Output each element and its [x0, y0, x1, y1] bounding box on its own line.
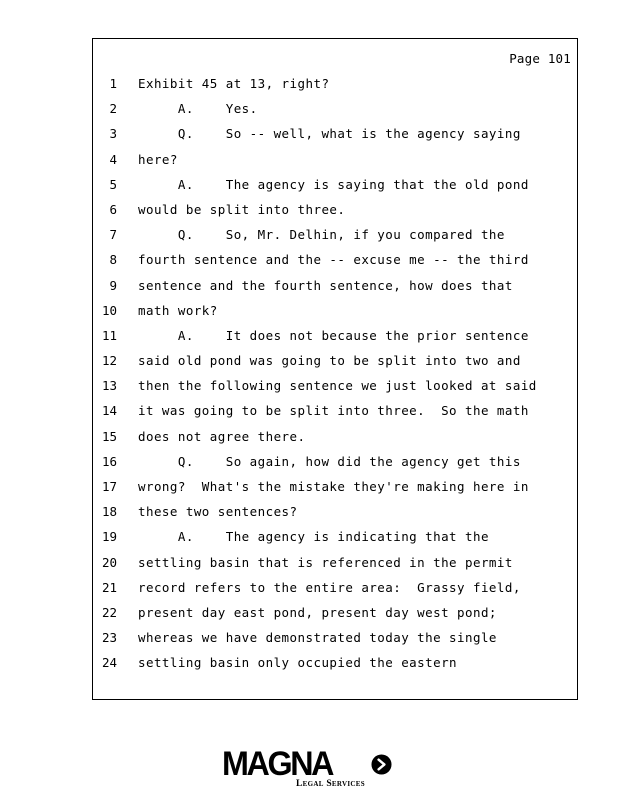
line-number: 20 — [101, 554, 117, 570]
transcript-line — [93, 273, 577, 298]
line-text: then the following sentence we just looked at said — [138, 378, 537, 394]
line-text: sentence and the fourth sentence, how does that — [138, 277, 513, 293]
line-text: fourth sentence and the -- excuse me -- the third — [138, 252, 529, 268]
line-text: math work? — [138, 302, 218, 318]
logo-subtitle: Legal Services — [296, 779, 365, 789]
line-number: 24 — [101, 655, 117, 671]
logo-wordmark: MAGNA — [222, 745, 333, 783]
line-number: 13 — [101, 378, 117, 394]
line-number: 4 — [109, 151, 117, 167]
line-text: A. The agency is indicating that the — [138, 529, 489, 545]
line-text: settling basin only occupied the eastern — [138, 655, 458, 671]
line-number: 2 — [109, 101, 117, 117]
line-number: 21 — [101, 579, 117, 595]
transcript-line — [93, 575, 577, 600]
line-number: 22 — [101, 604, 117, 620]
transcript-line — [93, 449, 577, 474]
transcript-line — [93, 71, 577, 96]
line-number: 9 — [109, 277, 117, 293]
line-number: 23 — [101, 630, 117, 646]
line-number: 3 — [109, 126, 117, 142]
line-number: 18 — [101, 504, 117, 520]
transcript-line — [93, 600, 577, 625]
line-number: 19 — [101, 529, 117, 545]
transcript-page — [92, 38, 578, 700]
line-number: 14 — [101, 403, 117, 419]
magna-logo — [222, 745, 402, 795]
line-text: settling basin that is referenced in the permit — [138, 554, 513, 570]
line-text: it was going to be split into three. So the math — [138, 403, 529, 419]
line-text: Q. So, Mr. Delhin, if you compared the — [138, 227, 505, 243]
line-text: A. The agency is saying that the old pond — [138, 176, 529, 192]
transcript-line — [93, 172, 577, 197]
transcript-line — [93, 323, 577, 348]
transcript-line — [93, 147, 577, 172]
transcript-lines — [93, 71, 577, 676]
transcript-line — [93, 121, 577, 146]
line-text: Exhibit 45 at 13, right? — [138, 76, 330, 91]
line-number: 5 — [109, 176, 117, 192]
transcript-line — [93, 247, 577, 272]
line-text: does not agree there. — [138, 428, 306, 444]
circle-arrow-right-icon — [371, 754, 392, 775]
transcript-line — [93, 96, 577, 121]
transcript-line — [93, 373, 577, 398]
line-text: Q. So again, how did the agency get this — [138, 453, 521, 469]
line-text: A. Yes. — [138, 101, 258, 117]
line-number: 6 — [109, 201, 117, 217]
line-number: 16 — [101, 453, 117, 469]
line-text: would be split into three. — [138, 201, 346, 217]
line-text: these two sentences? — [138, 504, 298, 520]
transcript-line — [93, 625, 577, 650]
line-text: wrong? What's the mistake they're making here in — [138, 479, 529, 494]
transcript-line — [93, 524, 577, 549]
line-text: said old pond was going to be split into two and — [138, 353, 521, 369]
transcript-line — [93, 424, 577, 449]
transcript-line — [93, 298, 577, 323]
line-number: 15 — [101, 428, 117, 444]
line-text: A. It does not because the prior sentence — [138, 327, 529, 343]
line-number: 8 — [109, 252, 117, 268]
line-text: record refers to the entire area: Grassy field, — [138, 579, 521, 595]
transcript-line — [93, 348, 577, 373]
transcript-line — [93, 550, 577, 575]
page-number: Page 101 — [509, 51, 571, 66]
transcript-line — [93, 197, 577, 222]
line-number: 17 — [101, 479, 117, 494]
line-number: 10 — [101, 302, 117, 318]
transcript-line — [93, 499, 577, 524]
line-text: present day east pond, present day west pond; — [138, 604, 497, 620]
transcript-line — [93, 474, 577, 499]
line-number: 11 — [101, 327, 117, 343]
line-text: here? — [138, 151, 178, 167]
transcript-line — [93, 398, 577, 423]
transcript-line — [93, 650, 577, 675]
transcript-line — [93, 222, 577, 247]
line-number: 7 — [109, 227, 117, 243]
line-text: whereas we have demonstrated today the single — [138, 630, 497, 646]
line-text: Q. So -- well, what is the agency saying — [138, 126, 521, 142]
line-number: 1 — [109, 76, 117, 91]
line-number: 12 — [101, 353, 117, 369]
